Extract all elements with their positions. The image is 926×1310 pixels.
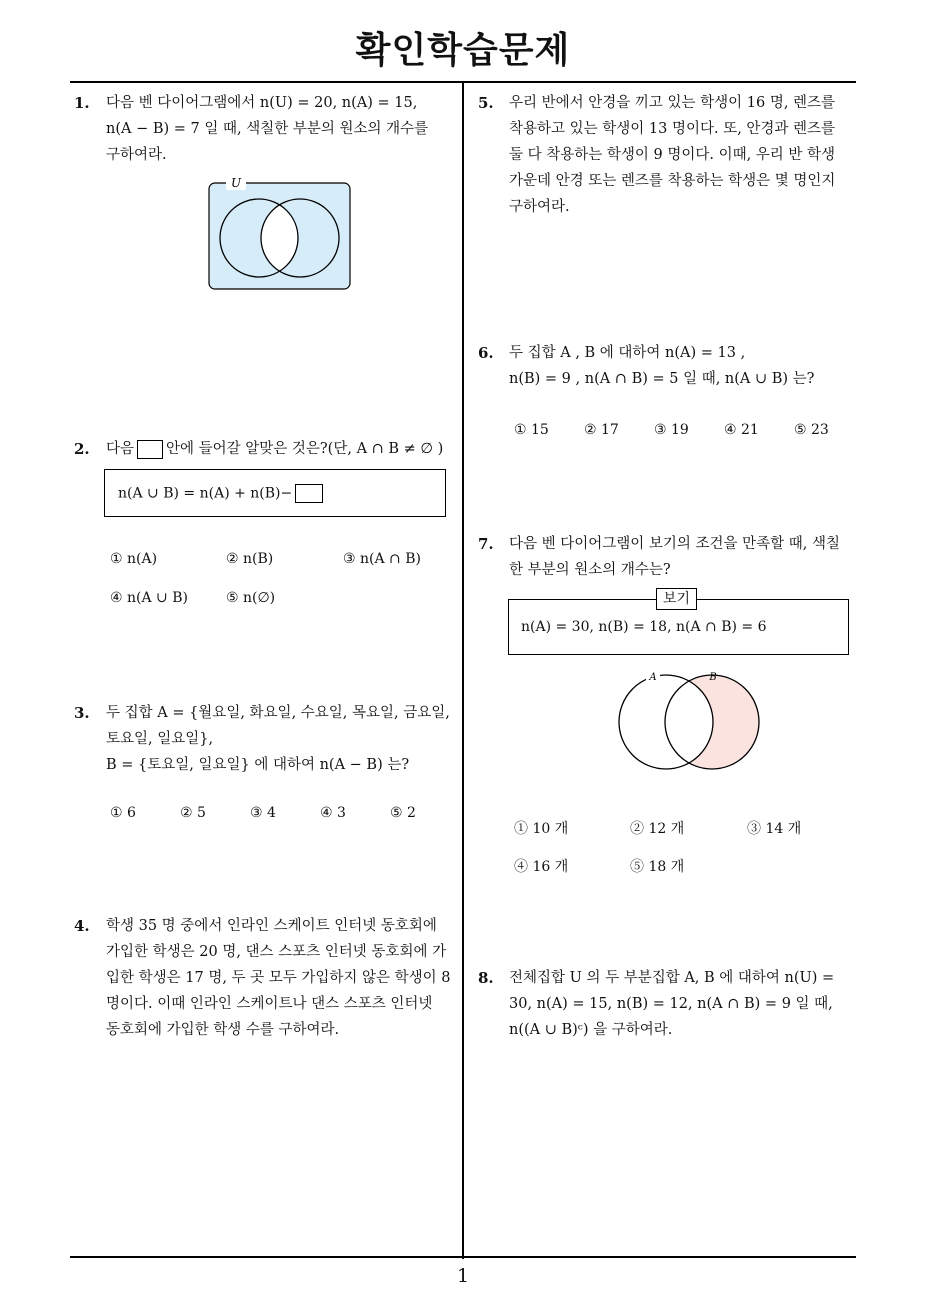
question-7-number: 7.	[478, 535, 494, 553]
question-7-line: 다음 벤 다이어그램이 보기의 조건을 만족할 때, 색칠	[509, 536, 841, 552]
question-3-line: 토요일, 일요일},	[106, 731, 214, 747]
question-8-line: 30, n(A) = 15, n(B) = 12, n(A ∩ B) = 9 일 때,	[509, 996, 833, 1012]
choice-2[interactable]: ② n(B)	[226, 551, 274, 567]
question-6-line: n(B) = 9 , n(A ∩ B) = 5 일 때, n(A ∪ B) 는?	[509, 371, 815, 387]
question-2-number: 2.	[74, 440, 90, 458]
question-5-line: 구하여라.	[509, 199, 570, 215]
question-1-line: n(A − B) = 7 일 때, 색칠한 부분의 원소의 개수를	[106, 121, 429, 137]
choice-5[interactable]: ⑤ 23	[794, 422, 829, 438]
choice-4[interactable]: ④ n(A ∪ B)	[110, 590, 188, 606]
question-1-text	[106, 90, 456, 168]
choice-4[interactable]: ④ 3	[320, 805, 346, 821]
choice-2[interactable]: ② 12 개	[630, 821, 685, 837]
question-2-text-before: 다음	[106, 441, 135, 457]
formula-blank-box	[295, 484, 323, 503]
set-b-label: B	[709, 672, 717, 683]
question-7-line: 한 부분의 원소의 개수는?	[509, 562, 671, 578]
question-3-text	[106, 700, 462, 778]
question-8-number: 8.	[478, 969, 494, 987]
choice-2[interactable]: ② 17	[584, 422, 619, 438]
condition-box-label: 보기	[656, 588, 697, 610]
question-7-formula: n(A) = 30, n(B) = 18, n(A ∩ B) = 6	[521, 619, 767, 635]
choice-1[interactable]: ① 15	[514, 422, 549, 438]
question-4-line: 명이다. 이때 인라인 스케이트나 댄스 스포츠 인터넷	[106, 996, 433, 1012]
question-1-line: 다음 벤 다이어그램에서 n(U) = 20, n(A) = 15,	[106, 95, 418, 111]
choice-1[interactable]: ① n(A)	[110, 551, 158, 567]
question-8-line: 전체집합 U 의 두 부분집합 A, B 에 대하여 n(U) =	[509, 970, 835, 986]
set-a-label: A	[649, 672, 657, 683]
choice-3[interactable]: ③ 14 개	[747, 821, 802, 837]
question-3-line: 두 집합 A = {월요일, 화요일, 수요일, 목요일, 금요일,	[106, 705, 450, 721]
blank-box	[137, 440, 163, 459]
column-divider	[462, 82, 464, 1259]
question-3-number: 3.	[74, 704, 90, 722]
question-4-line: 입한 학생은 17 명, 두 곳 모두 가입하지 않은 학생이 8	[106, 970, 451, 986]
choice-5[interactable]: ⑤ 18 개	[630, 859, 685, 875]
question-4-line: 동호회에 가입한 학생 수를 구하여라.	[106, 1022, 340, 1038]
choice-3[interactable]: ③ n(A ∩ B)	[343, 551, 421, 567]
question-4-text	[106, 913, 462, 1043]
question-2-formula: n(A ∪ B) = n(A) + n(B)−	[118, 484, 326, 503]
choice-3[interactable]: ③ 19	[654, 422, 689, 438]
choice-3[interactable]: ③ 4	[250, 805, 276, 821]
question-4-number: 4.	[74, 917, 90, 935]
question-4-line: 가입한 학생은 20 명, 댄스 스포츠 인터넷 동호회에 가	[106, 944, 447, 960]
page-title: 확인학습문제	[355, 30, 571, 71]
question-8-text	[509, 965, 859, 1043]
question-2-text	[106, 436, 462, 462]
question-3-line: B = {토요일, 일요일} 에 대하여 n(A − B) 는?	[106, 757, 410, 773]
bottom-rule	[70, 1256, 856, 1258]
choice-5[interactable]: ⑤ n(∅)	[226, 590, 276, 606]
question-2-text-after: 안에 들어갈 알맞은 것은?(단, A ∩ B ≠ ∅ )	[166, 441, 444, 457]
page-number: 1	[456, 1265, 470, 1287]
choice-1[interactable]: ① 6	[110, 805, 136, 821]
question-4-line: 학생 35 명 중에서 인라인 스케이트 인터넷 동호회에	[106, 918, 437, 934]
question-6-line: 두 집합 A , B 에 대하여 n(A) = 13 ,	[509, 345, 746, 361]
question-1-venn-diagram	[205, 172, 355, 294]
question-5-line: 둘 다 착용하는 학생이 9 명이다. 이때, 우리 반 학생	[509, 147, 836, 163]
question-5-line: 착용하고 있는 학생이 13 명이다. 또, 안경과 렌즈를	[509, 121, 836, 137]
choice-1[interactable]: ① 10 개	[514, 821, 569, 837]
question-5-text	[509, 90, 859, 220]
question-1-line: 구하여라.	[106, 147, 167, 163]
question-6-text	[509, 340, 859, 392]
choice-5[interactable]: ⑤ 2	[390, 805, 416, 821]
question-5-line: 가운데 안경 또는 렌즈를 착용하는 학생은 몇 명인지	[509, 173, 836, 189]
question-5-line: 우리 반에서 안경을 끼고 있는 학생이 16 명, 렌즈를	[509, 95, 836, 111]
question-1-number: 1.	[74, 94, 90, 112]
question-8-line: n((A ∪ B)ᶜ) 을 구하여라.	[509, 1022, 673, 1038]
question-5-number: 5.	[478, 94, 494, 112]
question-6-number: 6.	[478, 344, 494, 362]
choice-2[interactable]: ② 5	[180, 805, 206, 821]
question-7-venn-diagram	[602, 668, 767, 772]
question-7-text	[509, 531, 859, 583]
choice-4[interactable]: ④ 16 개	[514, 859, 569, 875]
choice-4[interactable]: ④ 21	[724, 422, 759, 438]
universe-label: U	[230, 176, 242, 190]
